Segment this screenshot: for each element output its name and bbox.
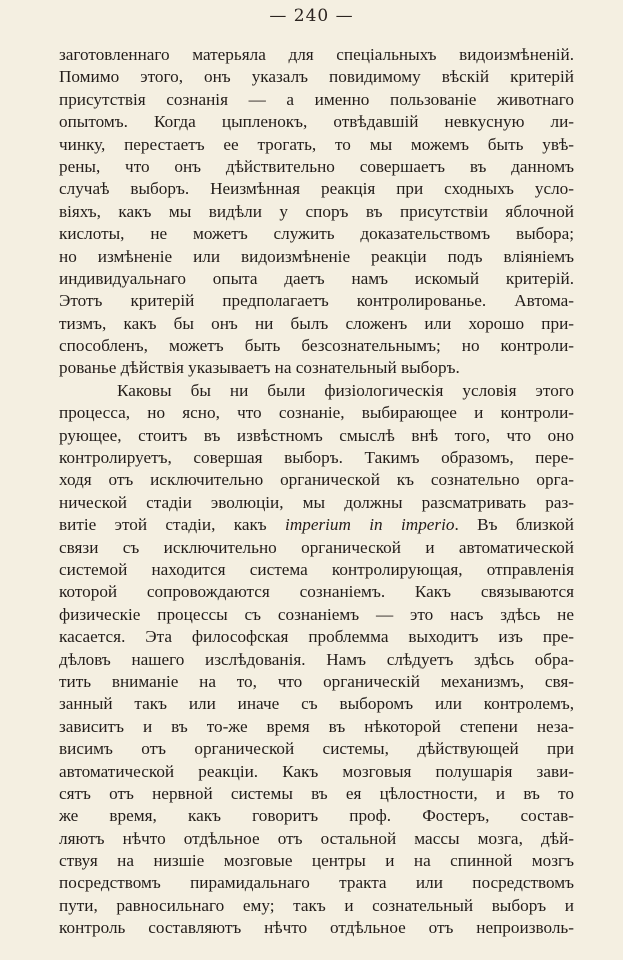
text-line: заготовленнаго матерьяла для спеціальныхъ видоизмѣненій. (59, 45, 574, 64)
text-segment: . Въ близкой (454, 515, 574, 535)
text-line: Помимо этого, онъ указалъ повидимому вѣскій критерій (59, 67, 574, 87)
text-line: контроль составляютъ нѣчто отдѣльное отъ непроизволь- (59, 918, 574, 938)
body-text (59, 44, 574, 940)
text-line: тизмъ, какъ бы онъ ни былъ сложенъ или хорошо при- (59, 313, 574, 333)
text-line: же время, какъ говоритъ проф. Фостеръ, состав- (59, 806, 574, 826)
text-line: процесса, но ясно, что сознаніе, выбирающее и контроли- (59, 403, 574, 423)
text-line: связи съ исключительно органической и автоматической (59, 537, 574, 557)
text-line-mixed (59, 514, 574, 536)
text-line: рованье дѣйствія указываетъ на сознательный выборъ. (59, 358, 460, 378)
text-line: системой находится система контролирующая, отправленія (59, 559, 574, 579)
text-line: чинку, перестаетъ ее трогать, то мы можемъ быть увѣ- (59, 134, 574, 154)
text-line: пути, равносильнаго ему; такъ и сознательный выборъ и (59, 895, 574, 915)
text-segment: витіе этой стадіи, какъ (59, 515, 286, 535)
text-line: кислоты, не можетъ служить доказательствомъ выбора; (59, 224, 574, 244)
text-line: ствуя на низшіе мозговые центры и на спинной мозгъ (59, 851, 574, 871)
text-line: присутствія сознанія — а именно пользованіе животнаго (59, 89, 574, 109)
text-line: віяхъ, какъ мы видѣли у споръ въ присутствіи яблочной (59, 201, 574, 221)
text-line: способленъ, можетъ быть безсознательнымъ; но контроли- (59, 336, 574, 356)
text-line: физическіе процессы съ сознаніемъ — это насъ здѣсь не (59, 604, 574, 624)
text-line: висимъ отъ органической системы, дѣйствующей при (59, 739, 574, 759)
text-line: контролируетъ, совершая выборъ. Такимъ образомъ, пере- (59, 448, 574, 468)
text-line: занный такъ или иначе съ выборомъ или контролемъ, (59, 694, 574, 714)
page-number: — 240 — (269, 6, 354, 26)
text-line: ляютъ нѣчто отдѣльное отъ остальной массы мозга, дѣй- (59, 828, 574, 848)
text-line: рующее, стоитъ въ извѣстномъ смыслѣ внѣ того, что оно (59, 425, 574, 445)
text-line: рены, что онъ дѣйствительно совершаетъ въ данномъ (59, 156, 574, 176)
text-line: которой сопровождаются сознаніемъ. Какъ связываются (59, 582, 574, 602)
text-line: касается. Эта философская проблемма выходитъ изъ пре- (59, 627, 574, 647)
text-line: ходя отъ исключительно органической къ сознательно орга- (59, 470, 574, 490)
text-line: посредствомъ пирамидальнаго тракта или посредствомъ (59, 873, 574, 893)
text-line: тить вниманіе на то, что органическій механизмъ, свя- (59, 671, 574, 691)
text-line: Каковы бы ни были физіологическія условія этого (117, 380, 574, 400)
text-line: индивидуальнаго опыта даетъ намъ искомый критерій. (59, 268, 574, 288)
text-line: случаѣ выборъ. Неизмѣнная реакція при сходныхъ усло- (59, 179, 574, 199)
text-line: зависитъ и въ то-же время въ нѣкоторой степени неза- (59, 716, 574, 736)
text-line: но измѣненіе или видоизмѣненіе реакціи подъ вліяніемъ (59, 246, 574, 266)
text-line: опытомъ. Когда цыпленокъ, отвѣдавшій невкусную ли- (59, 112, 574, 132)
text-line: дѣловъ нашего изслѣдованія. Намъ слѣдуетъ здѣсь обра- (59, 649, 574, 669)
latin-italic-phrase: imperium in imperio (285, 515, 455, 535)
text-line: сятъ отъ нервной системы въ ея цѣлостности, и въ то (59, 783, 574, 803)
text-line: Этотъ критерій предполагаетъ контролированье. Автома- (59, 291, 574, 311)
text-line: автоматической реакціи. Какъ мозговыя полушарія зави- (59, 761, 574, 781)
text-line: нической стадіи эволюціи, мы должны разсматривать раз- (59, 492, 574, 512)
